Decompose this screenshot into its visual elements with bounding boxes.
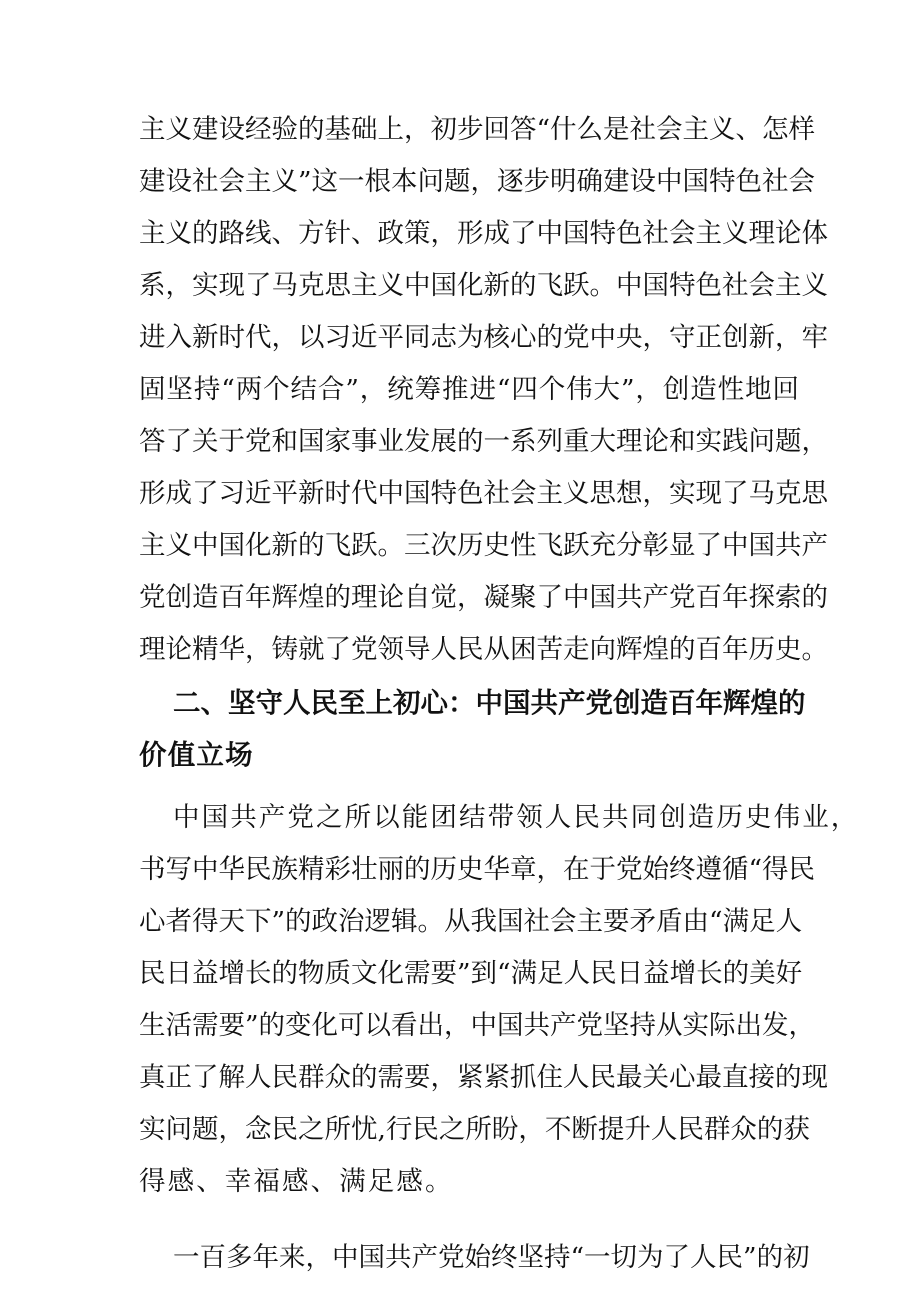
text-line: 心者得天下”的政治逻辑。从我国社会主要矛盾由“满足人 (139, 906, 803, 937)
text-line: 主义的路线、方针、政策，形成了中国特色社会主义理论体 (139, 218, 828, 249)
text-line: 党创造百年辉煌的理论自觉，凝聚了中国共产党百年探索的 (139, 582, 828, 613)
text-line: 固坚持“两个结合”，统筹推进“四个伟大”，创造性地回 (139, 374, 799, 405)
text-line: 一百多年来，中国共产党始终坚持“一切为了人民”的初 (173, 1242, 810, 1273)
text-line: 进入新时代，以习近平同志为核心的党中央，守正创新，牢 (139, 322, 828, 353)
text-line: 民日益增长的物质文化需要”到“满足人民日益增长的美好 (139, 958, 803, 989)
text-line: 系，实现了马克思主义中国化新的飞跃。中国特色社会主义 (139, 270, 828, 301)
text-line: 建设社会主义”这一根本问题，逐步明确建设中国特色社会 (139, 166, 816, 197)
text-line: 中国共产党之所以能团结带领人民共同创造历史伟业， (173, 802, 860, 833)
text-line: 书写中华民族精彩壮丽的历史华章，在于党始终遵循“得民 (139, 854, 816, 885)
text-line: 形成了习近平新时代中国特色社会主义思想，实现了马克思 (139, 478, 828, 509)
text-line: 主义建设经验的基础上，初步回答“什么是社会主义、怎样 (139, 114, 816, 145)
text-line: 得感、幸福感、满足感。 (139, 1166, 454, 1197)
text-line: 理论精华，铸就了党领导人民从困苦走向辉煌的百年历史。 (139, 634, 828, 665)
text-line: 真正了解人民群众的需要，紧紧抓住人民最关心最直接的现 (139, 1062, 828, 1093)
heading-line: 价值立场 (139, 739, 254, 771)
text-line: 主义中国化新的飞跃。三次历史性飞跃充分彰显了中国共产 (139, 530, 828, 561)
text-line: 答了关于党和国家事业发展的一系列重大理论和实践问题， (139, 426, 828, 457)
heading-line: 二、坚守人民至上初心：中国共产党创造百年辉煌的 (173, 687, 806, 719)
text-line: 生活需要”的变化可以看出，中国共产党坚持从实际出发， (139, 1010, 816, 1041)
text-line: 实问题，念民之所忧,行民之所盼，不断提升人民群众的获 (139, 1114, 810, 1145)
